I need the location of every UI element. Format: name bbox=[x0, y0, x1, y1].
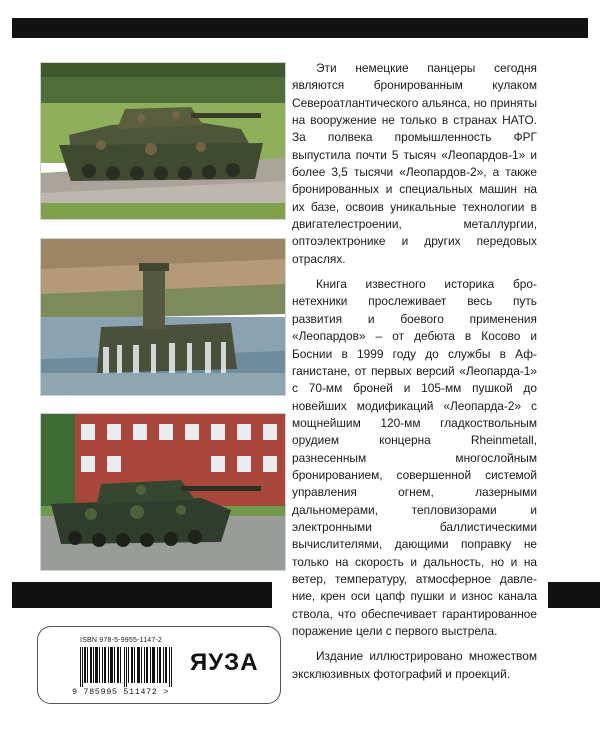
right-black-tab bbox=[548, 582, 600, 608]
annotation-text bbox=[292, 60, 537, 691]
barcode-icon bbox=[80, 647, 174, 687]
blurb-paragraph: Издание иллюстрировано множеством эксклюзивных фотографий и проекций. bbox=[292, 649, 537, 681]
bottom-black-band bbox=[12, 582, 272, 608]
tank-photo-building bbox=[40, 413, 286, 571]
isbn-label: ISBN 978-5-9955-1147-2 bbox=[80, 637, 163, 644]
tank-fording-image bbox=[41, 239, 285, 395]
blurb-paragraph: Эти немецкие панцеры сегодня являются бронированным кулаком Североатлантического альянса, но приняты на вооружение не только в странах НАТО. За полвека промышленность ФРГ выпустила почти 5 тысяч «Леопардов-1» и более 3,5 тысячи «Леопардов-2», а также бронированных и специальных машин на их базе, освоив уникальные технологии в двигателестроении, металлургии, оптоэлектронике и других передовых отраслях. bbox=[292, 61, 537, 266]
tank-photo-field bbox=[40, 62, 286, 220]
tank-on-road-image bbox=[41, 63, 285, 219]
isbn-panel bbox=[37, 626, 281, 704]
blurb-paragraph: Книга известного историка бронетехники прослеживает весь путь развития и боевого применения «Леопардов» – от дебюта в Косово и Боснии в 1999 году до службы в Афганистане, от первых версий «Леопарда-1» с 70-мм броней и 105-мм пушкой до новейших модификаций «Леопарда-2» с мощнейшим 120-мм гладкоствольным орудием концерна Rheinmetall, разнесенным многослойным бронированием, совершенной системой управления огнем, лазерными дальномерами, тепловизорами и электронными баллистическими вычислителями, дающими поправку не только на скорость и дальность, но и на ветер, температуру, атмосферное давление, крен оси цапф пушки и износ канала ствола, что обеспечивает гарантированное поражение цели с первого выстрела. bbox=[292, 277, 537, 638]
tank-by-barracks-image bbox=[41, 414, 285, 570]
top-black-band bbox=[12, 18, 588, 38]
tank-photo-water bbox=[40, 238, 286, 396]
publisher-logo: ЯУЗА bbox=[190, 649, 259, 676]
barcode-digits: 9 785995 511472 > bbox=[72, 687, 169, 697]
